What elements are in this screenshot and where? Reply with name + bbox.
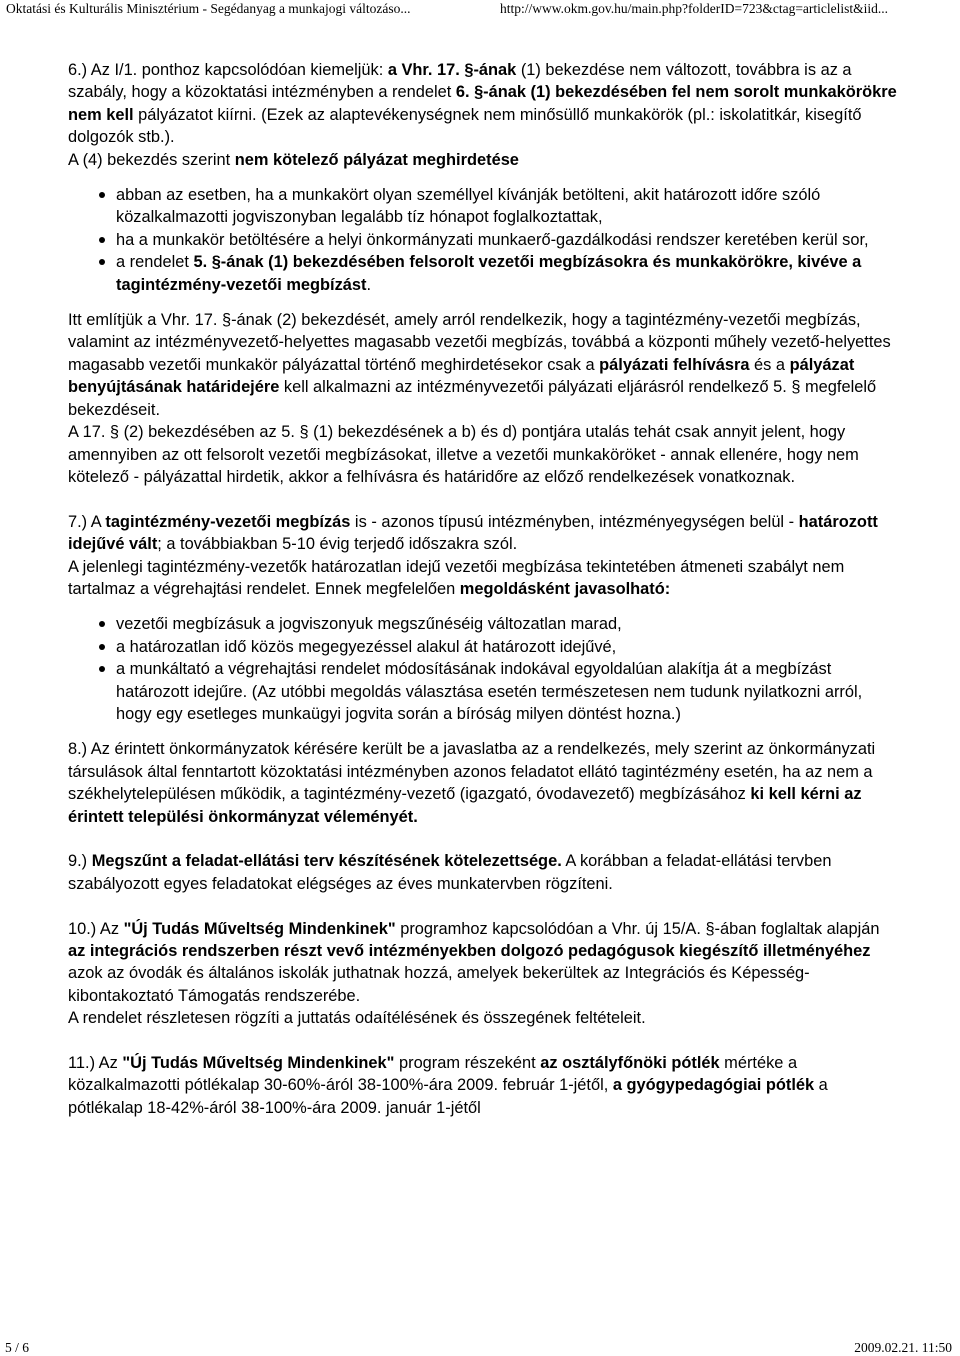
text: Itt említjük a Vhr. 17. §-ának (2) bekezdését, amely arról rendelkezik, hogy a tagintézmény-vezetői megbízás, valamint az intézményvezető-helyettes magasabb vezetői megbízás, továbbá a központi műhely vezető-helyettes magasabb vezetői munkakör pályázattal történő meghirdetésekor csak a xyxy=(68,311,891,374)
text: 9.) xyxy=(68,852,92,871)
text: a rendelet xyxy=(116,253,194,272)
section-6-paragraph-2 xyxy=(68,309,900,421)
bold-text: az osztályfőnöki pótlék xyxy=(540,1054,720,1072)
text: ; a továbbiakban 5-10 évig terjedő időszakra szól. xyxy=(157,535,518,554)
text: program részeként xyxy=(394,1054,541,1072)
text: A (4) bekezdés szerint xyxy=(68,150,235,169)
section-7-bullet-list xyxy=(68,613,900,725)
bold-text: pályázat benyújtásának határidejére xyxy=(68,355,855,397)
text: 8.) Az érintett önkormányzatok kérésére került be a javaslatba az a rendelkezés, mely szerint az önkormányzati társulások által fenntartott közoktatási intézményben azonos feladatot ellátó tagintézmény esetén, ha az nem a székhelytelepülésen működik, a tagintézmény-vezető (igazgató, óvodavezető) megbízásához xyxy=(68,740,876,804)
list-item: vezetői megbízásuk a jogviszonyuk megszűnéséig változatlan marad, xyxy=(68,613,900,635)
bold-text: "Új Tudás Műveltség Mindenkinek" xyxy=(122,1054,395,1072)
bold-text: az integrációs rendszerben részt vevő intézményekben dolgozó pedagógusok kiegészítő illetményéhez xyxy=(68,941,871,960)
bold-text: ki kell kérni az érintett települési önkormányzat véleményét. xyxy=(68,785,862,826)
text: A jelenlegi tagintézmény-vezetők határozatlan idejű vezetői megbízása tekintetében átmeneti szabályt nem tartalmaz a végrehajtási rendelet. Ennek megfelelően xyxy=(68,557,845,598)
list-item: a határozatlan idő közös megegyezéssel alakul át határozott idejűvé, xyxy=(68,636,900,658)
text: programhoz kapcsolódóan a Vhr. új 15/A. §-ában foglaltak alapján xyxy=(395,919,880,938)
bold-text: 6. §-ának (1) bekezdésében fel nem sorolt munkakörökre nem kell xyxy=(68,83,897,124)
section-11-paragraph xyxy=(68,1052,900,1119)
section-6-paragraph xyxy=(68,59,900,149)
list-item: abban az esetben, ha a munkakört olyan személlyel kívánják betölteni, akit határozott időre szóló közalkalmazotti jogviszonyban legalább tíz hónapot foglalkoztattak, xyxy=(68,184,900,229)
bold-text: megoldásként javasolható: xyxy=(459,579,671,598)
text: a pótlékalap 18-42%-áról 38-100%-ára 2009. január 1-jétől xyxy=(68,1076,828,1117)
section-7-paragraph xyxy=(68,511,900,556)
text: pályázatot kiírni. (Ezek az alaptevékenységnek nem minősüllő munkakörök (pl.: iskolatitkár, kisegítő dolgozók stb.). xyxy=(68,105,862,147)
bold-text: a gyógypedagógiai pótlék xyxy=(612,1076,815,1095)
bold-text: nem kötelező pályázat meghirdetése xyxy=(234,150,519,169)
list-item: ha a munkakör betöltésére a helyi önkormányzati munkaerő-gazdálkodási rendszer keretében kerül sor, xyxy=(68,229,900,251)
text: 6.) Az I/1. ponthoz kapcsolódóan kiemeljük: xyxy=(68,61,388,79)
section-10-paragraph xyxy=(68,918,900,1008)
print-datetime: 2009.02.21. 11:50 xyxy=(854,1340,952,1355)
section-7-subparagraph xyxy=(68,556,900,601)
page-number: 5 / 6 xyxy=(5,1340,30,1355)
bold-text: Megszűnt a feladat-ellátási terv készítésének kötelezettsége. xyxy=(91,852,562,871)
list-item xyxy=(68,251,900,296)
bold-text: tagintézmény-vezetői megbízás xyxy=(105,512,351,531)
browser-print-footer xyxy=(0,1339,960,1356)
text: A korábban a feladat-ellátási tervben szabályozott egyes feladatokat elégséges az éves munkatervben rögzíteni. xyxy=(68,852,832,893)
text: azok az óvodák és általános iskolák juthatnak hozzá, amelyek bekerültek az Integrációs és Képesség-kibontakoztató Támogatás rendszerébe. xyxy=(68,964,810,1005)
page-title: Oktatási és Kulturális Minisztérium - Segédanyag a munkajogi változáso... xyxy=(6,1,411,16)
list-item: a munkáltató a végrehajtási rendelet módosításának indokával egyoldalúan alakítja át a megbízást határozott idejűre. (Az utóbbi megoldás választása esetén természetesen nem tudunk nyilatkozni arról, hogy egy esetleges munkaügyi jogvita során a bíróság milyen döntést hozna.) xyxy=(68,658,900,725)
page-url: http://www.okm.gov.hu/main.php?folderID=723&ctag=articlelist&iid... xyxy=(500,1,889,16)
section-6-bullet-list xyxy=(68,184,900,296)
section-6-subparagraph xyxy=(68,149,900,171)
section-10-subparagraph: A rendelet részletesen rögzíti a juttatás odaítélésének és összegének feltételeit. xyxy=(68,1009,646,1028)
bold-text: pályázati felhívásra xyxy=(599,355,750,374)
bold-text: határozott idejűvé vált xyxy=(68,512,878,554)
text: és a xyxy=(749,355,790,374)
bold-text: 5. §-ának (1) bekezdésében felsorolt vezetői megbízásokra és munkakörökre, kivéve a tagintézmény-vezetői megbízást xyxy=(116,253,862,294)
text: . xyxy=(366,275,372,294)
text: 10.) Az xyxy=(68,919,124,938)
text: 11.) Az xyxy=(68,1054,123,1072)
section-9-paragraph xyxy=(68,850,900,895)
browser-print-header xyxy=(0,0,960,18)
section-6-paragraph-3: A 17. § (2) bekezdésében az 5. § (1) bekezdésének a b) és d) pontjára utalás tehát csak annyit jelent, hogy amennyiben az ott felsorolt vezetői megbízásokat, illetve a vezetői munkaköröket - annak ellenére, hogy nem kötelező - pályázattal hirdetik, akkor a felhívásra és határidőre az előző rendelkezések vonatkoznak. xyxy=(68,423,859,486)
section-8-paragraph xyxy=(68,738,900,828)
text: kell alkalmazni az intézményvezetői pályázati eljárásról rendelkező 5. § megfelelő bekezdéseit. xyxy=(68,378,877,419)
text: mértéke a közalkalmazotti pótlékalap 30-60%-áról 38-100%-ára 2009. február 1-jétől, xyxy=(68,1054,798,1095)
document-body xyxy=(68,59,900,1119)
bold-text: "Új Tudás Műveltség Mindenkinek" xyxy=(123,919,396,938)
text: (1) bekezdése nem változott, továbbra is az a szabály, hogy a közoktatási intézményben a rendelet xyxy=(68,61,852,102)
text: is - azonos típusú intézményben, intézményegységen belül - xyxy=(350,512,799,531)
text: 7.) A xyxy=(68,512,106,531)
bold-text: a Vhr. 17. §-ának xyxy=(387,61,517,79)
